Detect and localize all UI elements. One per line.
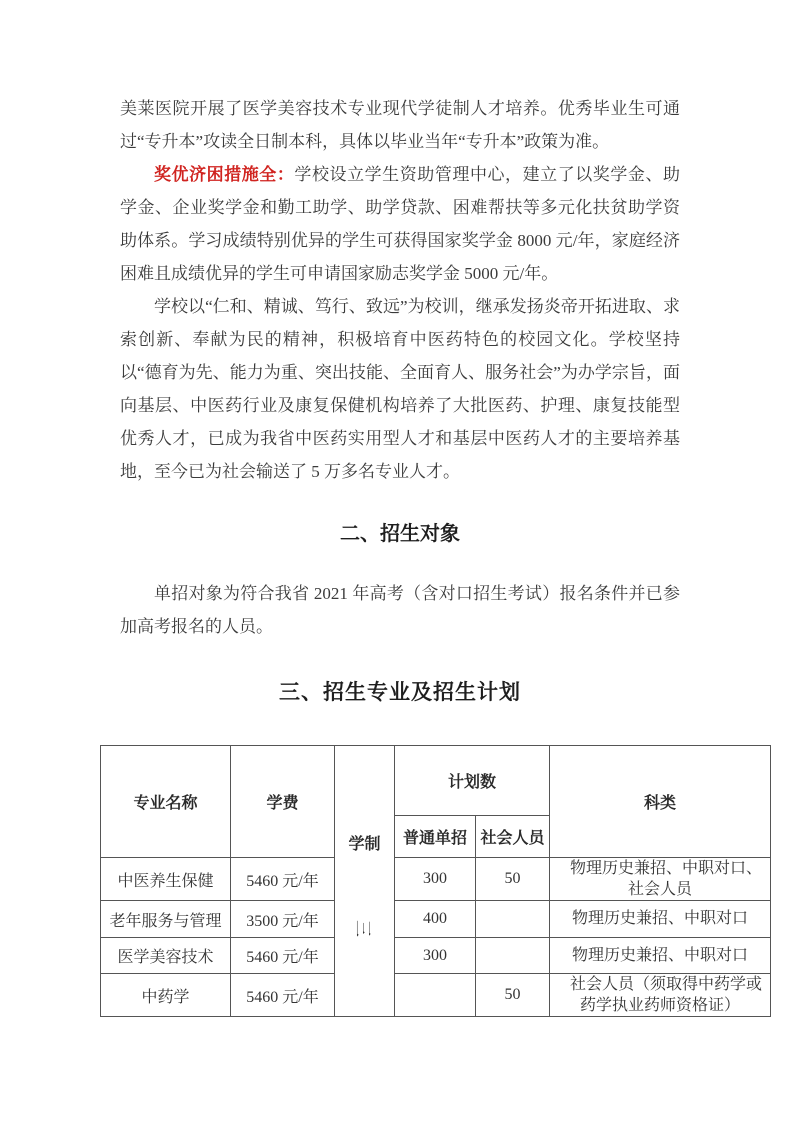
header-plan-general: 普通单招 xyxy=(395,816,476,858)
admission-plan-table-wrapper xyxy=(100,745,800,1017)
cell-major: 老年服务与管理 xyxy=(101,901,231,938)
cell-plan-social xyxy=(476,938,550,974)
cell-category-line2: 社会人员 xyxy=(628,881,693,898)
admission-plan-table xyxy=(100,745,771,1017)
header-tuition: 学费 xyxy=(231,746,335,858)
paragraph-school-motto: 学校以“仁和、精诚、笃行、致远”为校训，继承发扬炎帝开拓进取、求索创新、奉献为民的精神，积极培育中医药特色的校园文化。学校坚持以“德育为先、能力为重、突出技能、全面育人、服务社会”为办学宗旨，面向基层、中医药行业及康复保健机构培养了大批医药、护理、康复技能型优秀人才，已成为我省中医药实用型人才和基层中医药人才的主要培养基地，至今已为社会输送了 5 万多名专业人才。 xyxy=(120,297,680,481)
table-row xyxy=(101,974,771,1017)
red-emphasis-label: 奖优济困措施全： xyxy=(154,165,295,184)
cell-category-line1: 社会人员（须取得中药学或 xyxy=(570,976,763,993)
cell-major: 中药学 xyxy=(101,974,231,1017)
paragraph-financial-aid-text: 学校设立学生资助管理中心，建立了以奖学金、助学金、企业奖学金和勤工助学、助学贷款、困难帮扶等多元化扶贫助学资助体系。学习成绩特别优异的学生可获得国家奖学金 8000 元/年，家庭经济困难且成绩优异的学生可申请国家励志奖学金 5000 元/年。 xyxy=(120,165,681,283)
cell-plan-general: 300 xyxy=(395,858,476,901)
cell-tuition: 5460 元/年 xyxy=(231,858,335,901)
cell-category-line2: 药学执业药师资格证） xyxy=(580,997,741,1014)
table-row xyxy=(101,938,771,974)
cell-category xyxy=(550,974,771,1017)
cell-major: 医学美容技术 xyxy=(101,938,231,974)
section-heading-majors-plan: 三、招生专业及招生计划 xyxy=(279,681,521,704)
header-plan-count: 计划数 xyxy=(395,746,550,816)
duration-value: 三 xyxy=(353,920,372,937)
cell-tuition: 5460 元/年 xyxy=(231,938,335,974)
table-row xyxy=(101,858,771,901)
table-row xyxy=(101,901,771,938)
section-heading-enrollment-target: 二、招生对象 xyxy=(340,523,460,545)
cell-plan-general: 300 xyxy=(395,938,476,974)
cell-category: 物理历史兼招、中职对口 xyxy=(550,901,771,938)
duration-merged-cell xyxy=(335,746,395,1017)
cell-plan-social: 50 xyxy=(476,974,550,1017)
paragraph-apprenticeship: 美莱医院开展了医学美容技术专业现代学徒制人才培养。优秀毕业生可通过“专升本”攻读全日制本科，具体以毕业当年“专升本”政策为准。 xyxy=(120,99,680,151)
cell-plan-general: 400 xyxy=(395,901,476,938)
cell-category: 物理历史兼招、中职对口 xyxy=(550,938,771,974)
cell-plan-general xyxy=(395,974,476,1017)
cell-category xyxy=(550,858,771,901)
cell-major: 中医养生保健 xyxy=(101,858,231,901)
cell-tuition: 5460 元/年 xyxy=(231,974,335,1017)
header-plan-social: 社会人员 xyxy=(476,816,550,858)
header-duration: 学制 xyxy=(348,836,381,853)
cell-category-line1: 物理历史兼招、中职对口、 xyxy=(570,860,763,877)
header-category: 科类 xyxy=(550,746,771,858)
cell-plan-social xyxy=(476,901,550,938)
paragraph-financial-aid xyxy=(120,158,680,290)
paragraph-enrollment-target: 单招对象为符合我省 2021 年高考（含对口招生考试）报名条件并已参加高考报名的人员。 xyxy=(120,584,680,636)
cell-plan-social: 50 xyxy=(476,858,550,901)
cell-tuition: 3500 元/年 xyxy=(231,901,335,938)
header-major: 专业名称 xyxy=(101,746,231,858)
